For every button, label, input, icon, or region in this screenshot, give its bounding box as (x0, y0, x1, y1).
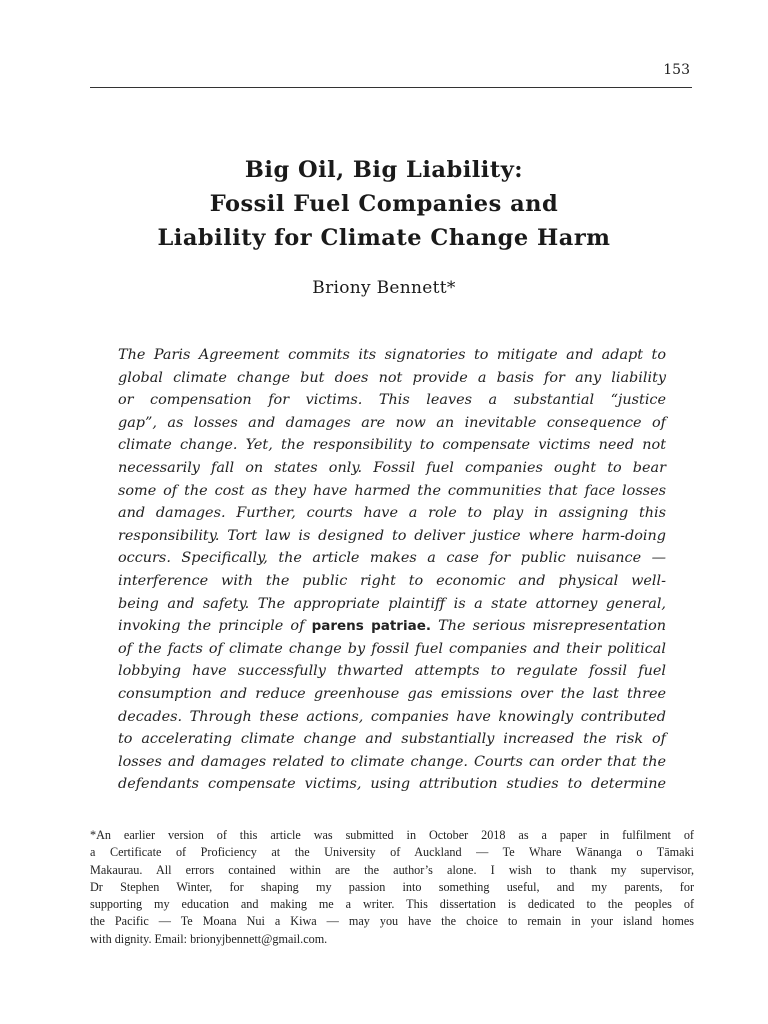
footnote-line: a Certificate of Proficiency at the University of Auckland — Te Whare Wānanga o Tāmaki (90, 845, 694, 860)
abstract-line: defendants compensate victims, using attribution studies to determine (118, 776, 666, 793)
abstract-line-with-term (118, 615, 666, 638)
footnote-line: the Pacific — Te Moana Nui a Kiwa — may you have the choice to remain in your island homes (90, 914, 694, 929)
abstract-line: necessarily fall on states only. Fossil fuel companies ought to bear (118, 459, 666, 476)
abstract-line: climate change. Yet, the responsibility to compensate victims need not (118, 437, 666, 454)
abstract-fragment: The serious misrepresentation (438, 618, 667, 635)
abstract-line: losses and damages related to climate change. Courts can order that the (118, 753, 666, 770)
abstract-line: lobbying have successfully thwarted attempts to regulate fossil fuel (118, 663, 666, 680)
author-footnote (90, 827, 694, 948)
abstract-line: to accelerating climate change and substantially increased the risk of (118, 731, 666, 748)
article-title (0, 153, 768, 255)
footnote-line: Makaurau. All errors contained within are the author’s alone. I wish to thank my supervisor, (90, 862, 694, 877)
abstract-line: of the facts of climate change by fossil fuel companies and their political (118, 640, 666, 657)
header-rule (90, 87, 692, 88)
abstract-line: The Paris Agreement commits its signatories to mitigate and adapt to (118, 347, 666, 363)
title-line: Fossil Fuel Companies and (209, 191, 559, 217)
abstract-line: responsibility. Tort law is designed to deliver justice where harm-doing (118, 527, 666, 544)
abstract-line: some of the cost as they have harmed the communities that face losses (118, 482, 666, 499)
page-number: 153 (663, 62, 690, 78)
title-line: Big Oil, Big Liability: (244, 157, 524, 183)
footnote-line: with dignity. Email: brionyjbennett@gmail.com. (90, 931, 328, 946)
abstract-line: or compensation for victims. This leaves a substantial “justice (118, 392, 666, 409)
abstract-line: occurs. Specifically, the article makes a case for public nuisance — (118, 550, 666, 567)
footnote-line: Dr Stephen Winter, for shaping my passion into something useful, and my parents, for (90, 879, 694, 894)
title-line: Liability for Climate Change Harm (157, 225, 611, 251)
abstract-line: interference with the public right to economic and physical well- (118, 572, 666, 589)
abstract (118, 344, 666, 796)
footnote-line: supporting my education and making me a writer. This dissertation is dedicated to the peoples of (90, 897, 694, 912)
abstract-line: decades. Through these actions, companies have knowingly contributed (118, 708, 666, 725)
abstract-fragment: invoking the principle of (118, 618, 305, 635)
abstract-line: global climate change but does not provide a basis for any liability (118, 369, 666, 386)
latin-term: parens patriae. (311, 618, 431, 635)
abstract-line: consumption and reduce greenhouse gas emissions over the last three (118, 685, 666, 702)
author-name: Briony Bennett* (312, 278, 456, 298)
abstract-line: gap”, as losses and damages are now an inevitable consequence of (118, 414, 666, 431)
footnote-line: *An earlier version of this article was submitted in October 2018 as a paper in fulfilment of (90, 828, 694, 842)
abstract-line: being and safety. The appropriate plaintiff is a state attorney general, (118, 595, 666, 612)
abstract-line: and damages. Further, courts have a role to play in assigning this (118, 505, 666, 522)
